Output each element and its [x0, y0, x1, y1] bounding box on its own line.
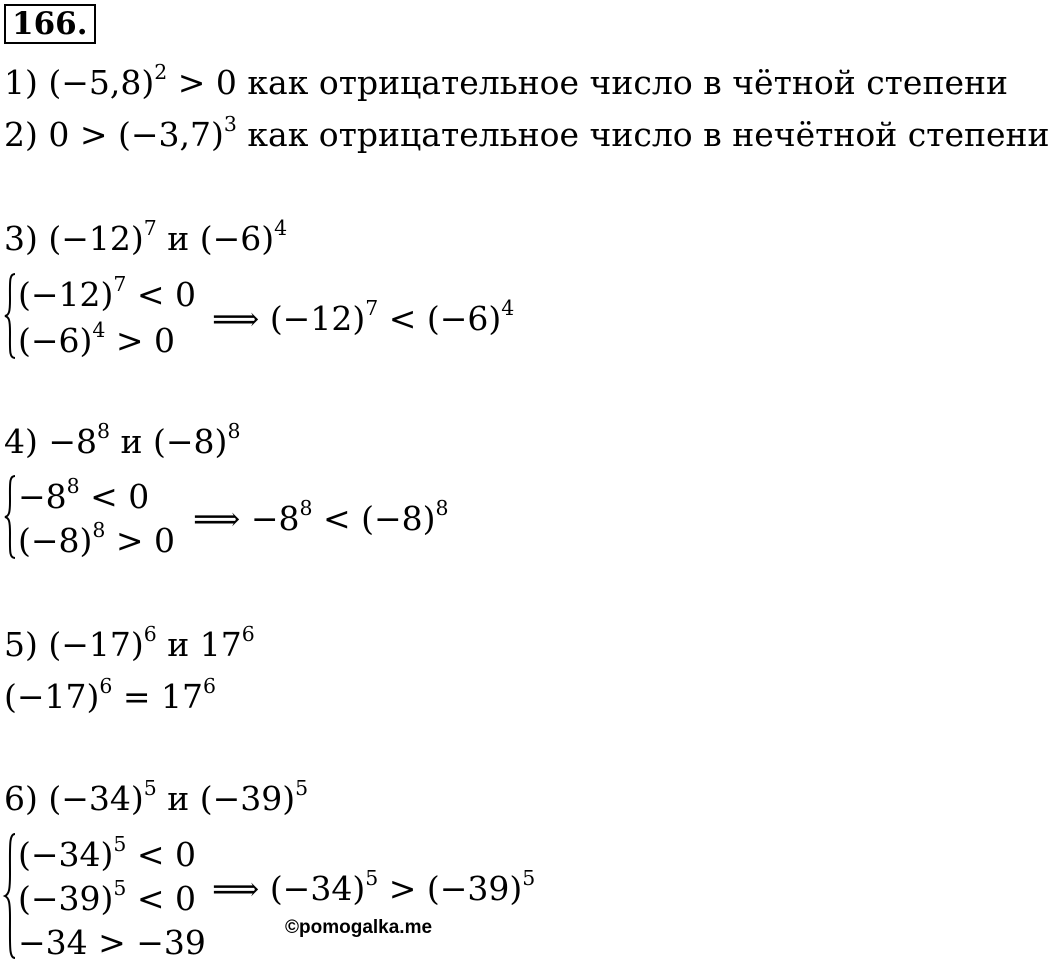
- problem-number: 166.: [12, 5, 88, 42]
- math-base: (−8): [153, 422, 228, 461]
- math-base: −8: [48, 422, 98, 461]
- brace-icon: [4, 272, 16, 360]
- item-number: 6): [4, 779, 49, 818]
- problem-number-badge: [4, 4, 96, 44]
- item-number: 2): [4, 115, 49, 154]
- system-line: −34 > −39: [18, 923, 206, 962]
- item-5-heading: [4, 621, 255, 664]
- item-number: 1): [4, 63, 49, 102]
- implies-symbol: ⟹: [193, 499, 251, 538]
- math-base: 0 > (−3,7): [48, 115, 224, 154]
- statement-2: [4, 111, 1049, 154]
- exponent: 3: [223, 111, 237, 136]
- item-4-conclusion: ⟹ $-8^8 < (-8)^8$: [193, 495, 449, 538]
- system-line: $(-6)^4 > 0$: [18, 317, 176, 360]
- item-3-heading: [4, 215, 288, 258]
- item-6-conclusion: ⟹ $(-34)^5 > (-39)^5$: [212, 865, 536, 908]
- math-base: (−39): [199, 779, 296, 818]
- item-5-conclusion: $(-17)^6 = 17^6$: [4, 673, 217, 716]
- item-4-system: [4, 474, 204, 560]
- system-line: $(-34)^5 < 0$: [18, 831, 197, 874]
- item-3-system: [4, 272, 244, 360]
- math-base: (−17): [48, 625, 144, 664]
- implies-symbol: ⟹: [212, 299, 270, 338]
- system-line: $(-39)^5 < 0$: [18, 875, 197, 918]
- brace-icon: [4, 474, 16, 560]
- explanation-text: как отрицательное число в нечётной степени: [236, 115, 1049, 154]
- item-number: 5): [4, 625, 49, 664]
- item-6-system: [4, 832, 219, 960]
- item-number: 3): [4, 219, 49, 258]
- exponent: 6: [143, 621, 157, 646]
- item-number: 4): [4, 422, 49, 461]
- item-6-heading: [4, 775, 309, 818]
- math-base: 17: [199, 625, 242, 664]
- conjunction: и: [156, 779, 200, 818]
- explanation-text: как отрицательное число в чётной степени: [236, 63, 1008, 102]
- system-line: $(-8)^8 > 0$: [18, 517, 176, 560]
- conjunction: и: [156, 625, 200, 664]
- watermark: ©pomogalka.me: [285, 917, 433, 938]
- math-base: (−12): [48, 219, 144, 258]
- exponent: 4: [274, 215, 288, 240]
- exponent: 5: [295, 775, 309, 800]
- math-base: (−5,8): [48, 63, 155, 102]
- math-base: (−34): [48, 779, 144, 818]
- implies-symbol: ⟹: [212, 869, 270, 908]
- system-line: $(-12)^7 < 0$: [18, 271, 197, 314]
- exponent: 6: [241, 621, 255, 646]
- conjunction: и: [110, 422, 154, 461]
- brace-icon: [4, 832, 16, 960]
- exponent: 8: [227, 418, 241, 443]
- exponent: 8: [97, 418, 111, 443]
- item-4-heading: [4, 418, 241, 461]
- exponent: 2: [154, 59, 168, 84]
- conjunction: и: [156, 219, 200, 258]
- system-line: $-8^8 < 0$: [18, 473, 150, 516]
- statement-1: [4, 59, 1008, 102]
- math-rest: > 0: [167, 63, 237, 102]
- exponent: 5: [143, 775, 157, 800]
- item-3-conclusion: ⟹ $(-12)^7 < (-6)^4$: [212, 295, 515, 338]
- exponent: 7: [143, 215, 157, 240]
- math-base: (−6): [199, 219, 275, 258]
